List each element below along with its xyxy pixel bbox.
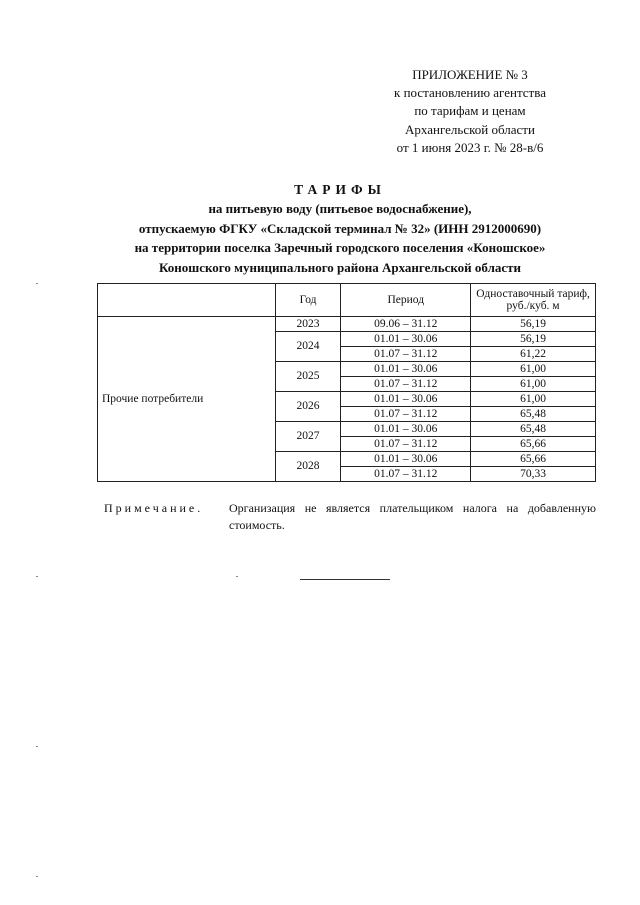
- scan-speck: [36, 283, 38, 284]
- year-cell: 2027: [275, 422, 341, 452]
- header-tariff: Одноставочный тариф, руб./куб. м: [471, 284, 596, 317]
- table-row: [98, 317, 596, 332]
- title-line: отпускаемую ФГКУ «Складской терминал № 32» (ИНН 2912000690): [138, 220, 542, 236]
- tariff-cell: 65,48: [471, 407, 596, 422]
- tariff-cell: 61,00: [471, 362, 596, 377]
- appendix-line: к постановлению агентства: [394, 85, 546, 101]
- header-year: Год: [275, 284, 341, 317]
- year-cell: 2024: [275, 332, 341, 362]
- footnote: [104, 500, 596, 533]
- period-cell: 01.01 – 30.06: [341, 362, 471, 377]
- appendix-header: [360, 66, 580, 157]
- tariff-cell: 56,19: [471, 332, 596, 347]
- period-cell: 01.01 – 30.06: [341, 332, 471, 347]
- appendix-line: по тарифам и ценам: [414, 103, 526, 119]
- appendix-line: от 1 июня 2023 г. № 28-в/6: [396, 139, 544, 155]
- period-cell: 01.01 – 30.06: [341, 452, 471, 467]
- closing-divider: [300, 579, 390, 580]
- title-line: на территории поселка Заречный городского поселения «Коношское»: [134, 240, 546, 256]
- header-period: Период: [341, 284, 471, 317]
- tariff-cell: 65,66: [471, 452, 596, 467]
- period-cell: 01.07 – 31.12: [341, 347, 471, 362]
- tariff-cell: 61,00: [471, 377, 596, 392]
- year-cell: 2026: [275, 392, 341, 422]
- period-cell: 01.07 – 31.12: [341, 437, 471, 452]
- period-cell: 09.06 – 31.12: [341, 317, 471, 332]
- title-line: на питьевую воду (питьевое водоснабжение),: [208, 201, 472, 217]
- appendix-line: Архангельской области: [405, 121, 535, 137]
- document-title: [70, 180, 610, 277]
- year-cell: 2023: [275, 317, 341, 332]
- tariff-cell: 56,19: [471, 317, 596, 332]
- header-consumer: [98, 284, 276, 317]
- period-cell: 01.07 – 31.12: [341, 407, 471, 422]
- scan-speck: [236, 576, 238, 577]
- period-cell: 01.01 – 30.06: [341, 422, 471, 437]
- note-label: Примечание.: [104, 501, 204, 515]
- period-cell: 01.07 – 31.12: [341, 467, 471, 482]
- appendix-line: ПРИЛОЖЕНИЕ № 3: [412, 67, 528, 82]
- period-cell: 01.07 – 31.12: [341, 377, 471, 392]
- scan-speck: [36, 876, 38, 877]
- title-heading: ТАРИФЫ: [294, 182, 386, 197]
- tariff-cell: 65,48: [471, 422, 596, 437]
- tariff-cell: 70,33: [471, 467, 596, 482]
- title-line: Коношского муниципального района Архангельской области: [158, 259, 522, 275]
- tariff-cell: 61,00: [471, 392, 596, 407]
- scan-speck: [36, 576, 38, 577]
- tariff-cell: 65,66: [471, 437, 596, 452]
- note-text: Организация не является плательщиком налога на добавленную стоимость.: [229, 501, 596, 532]
- tariff-table: [97, 283, 596, 482]
- year-cell: 2028: [275, 452, 341, 482]
- period-cell: 01.01 – 30.06: [341, 392, 471, 407]
- year-cell: 2025: [275, 362, 341, 392]
- consumer-cell: Прочие потребители: [98, 317, 276, 482]
- table-header-row: [98, 284, 596, 317]
- scan-speck: [36, 746, 38, 747]
- tariff-cell: 61,22: [471, 347, 596, 362]
